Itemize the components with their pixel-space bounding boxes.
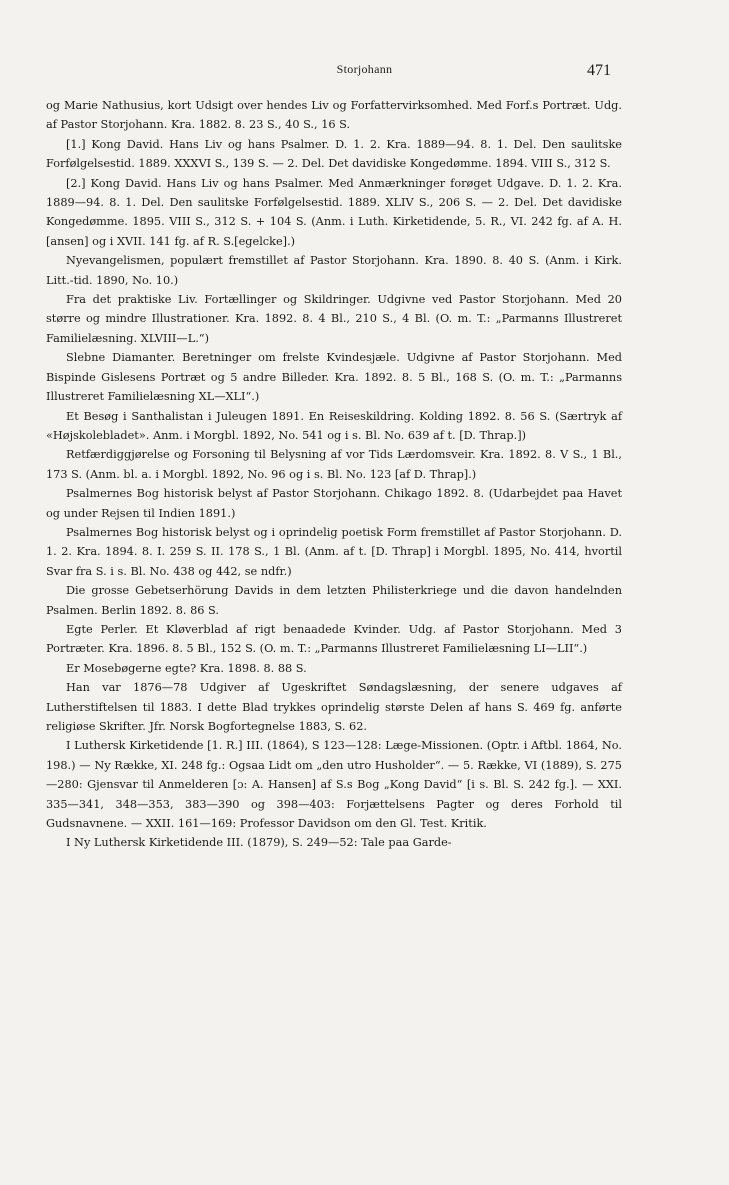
entry-continuation: og Marie Nathusius, kort Udsigt over hendes Liv og Forfattervirksomhed. Med Forf.s Portræt. Udg. af Pastor Storjohann. Kra. 1882. 8. 23 S., 40 S., 16 S. xyxy=(46,99,622,132)
entry-sondagslaesning: Han var 1876—78 Udgiver af Ugeskriftet Søndagslæsning, der senere udgaves af Lutherstiftelsen til 1883. I dette Blad trykkes oprindelig størstе Delen af hans S. 469 fg. anførte religiøse Skrifter. Jfr. Norsk Bogfortegnelse 1883, S. 62. xyxy=(46,681,622,733)
entry-mosebogerne: Er Mosebøgerne egte? Kra. 1898. 8. 88 S. xyxy=(66,661,307,675)
entry-luthersk-kirketidende: I Luthersk Kirketidende [1. R.] III. (1864), S 123—128: Læge-Missionen. (Optr. i Aftbl. 1864, No. 198.) — Ny Række, XI. 248 fg.: Ogsaa Lidt om „den utro Husholder“. — 5. Række, VI (1889), S. 275—280: Gjensvar til Anmelderen [ɔ: A. Hansen] af S.s Bog „Kong David“ [i s. Bl. S. 242 fg.]. — XXI. 335—341, 348—353, 383—390 og 398—403: Forjættelsens Pagter og deres Forhold til Gudsnavnene. — XXII. 161—169: Professor Davidson om den Gl. Test. Kritik. xyxy=(46,739,622,831)
entry-psalmernes-bog-1: Psalmernes Bog historisk belyst af Pastor Storjohann. Chikago 1892. 8. (Udarbejdet paa Havet og under Rejsen til Indien 1891.) xyxy=(46,487,622,520)
running-title: Storjohann xyxy=(336,62,393,76)
entry-gebetserhorung: Die grosse Gebetserhörung Davids in dem letzten Philisterkriege und die davon handelnden Psalmen. Berlin 1892. 8. 86 S. xyxy=(46,584,622,617)
entry-kong-david-2: [2.] Kong David. Hans Liv og hans Psalmer. Med Anmærkninger forøget Udgave. D. 1. 2. Kra. 1889—94. 8. 1. Del. Den saulitske Forfølgelsestid. 1889. XLIV S., 206 S. — 2. Del. Det davidiske Kongedømme. 1895. VIII S., 312 S. + 104 S. (Anm. i Luth. Kirketidende, 5. R., VI. 242 fg. af A. H.[ansen] og i XVII. 141 fg. af R. S.[egelcke].) xyxy=(46,176,622,248)
entry-retfaerdiggjorelse: Retfærdiggjørelse og Forsoning til Belysning af vor Tids Lærdomsveir. Kra. 1892. 8. V S., 1 Bl., 173 S. (Anm. bl. a. i Morgbl. 1892, No. 96 og i s. Bl. No. 123 [af D. Thrap].) xyxy=(46,448,622,481)
entry-kong-david-1: [1.] Kong David. Hans Liv og hans Psalmer. D. 1. 2. Kra. 1889—94. 8. 1. Del. Den saulitske Forfølgelsestid. 1889. XXXVI S., 139 S. — 2. Del. Det davidiske Kongedømme. 1894. VIII S., 312 S. xyxy=(46,137,622,171)
entry-slebne-diamanter: Slebne Diamanter. Beretninger om frelste Kvindesjæle. Udgivne af Pastor Storjohann. Med Bispinde Gislesens Portræt og 5 andre Billeder. Kra. 1892. 8. 5 Bl., 168 S. (O. m. T.: „Parmanns Illustreret Familielæsning XL—XLI“.) xyxy=(46,351,622,404)
entry-egte-perler: Egte Perler. Et Kløverblad af rigt benaadede Kvinder. Udg. af Pastor Storjohann. Med 3 Portræter. Kra. 1896. 8. 5 Bl., 152 S. (O. m. T.: „Parmanns Illustreret Familielæsning LI—LII“.) xyxy=(46,622,622,656)
page-number: 471 xyxy=(587,62,611,79)
entry-nyevangelismen: Nyevangelismen, populært fremstillet af Pastor Storjohann. Kra. 1890. 8. 40 S. (Anm. i Kirk. Litt.-tid. 1890, No. 10.) xyxy=(46,254,622,287)
entry-fra-det-praktiske-liv: Fra det praktiske Liv. Fortællinger og Skildringer. Udgivne ved Pastor Storjohann. Med 20 større og mindre Illustrationer. Kra. 1892. 8. 4 Bl., 210 S., 4 Bl. (O. m. T.: „Parmanns Illustreret Familielæsning. XLVIII—L.“) xyxy=(46,293,622,345)
entry-santhalistan: Et Besøg i Santhalistan i Juleugen 1891. En Reiseskildring. Kolding 1892. 8. 56 S. (Særtryk af «Højskolebladet». Anm. i Morgbl. 1892, No. 541 og i s. Bl. No. 639 af t. [D. Thrap.]) xyxy=(46,409,622,442)
entry-psalmernes-bog-2: Psalmernes Bog historisk belyst og i oprindelig poetisk Form fremstillet af Pastor Storjohann. D. 1. 2. Kra. 1894. 8. I. 259 S. II. 178 S., 1 Bl. (Anm. af t. [D. Thrap] i Morgbl. 1895, No. 414, hvortil Svar fra S. i s. Bl. No. 438 og 442, se ndfr.) xyxy=(46,525,622,578)
entry-ny-luthersk-kirketidende: I Ny Luthersk Kirketidende III. (1879), S. 249—52: Tale paa Garde- xyxy=(66,836,452,850)
bibliography-body xyxy=(46,96,622,853)
